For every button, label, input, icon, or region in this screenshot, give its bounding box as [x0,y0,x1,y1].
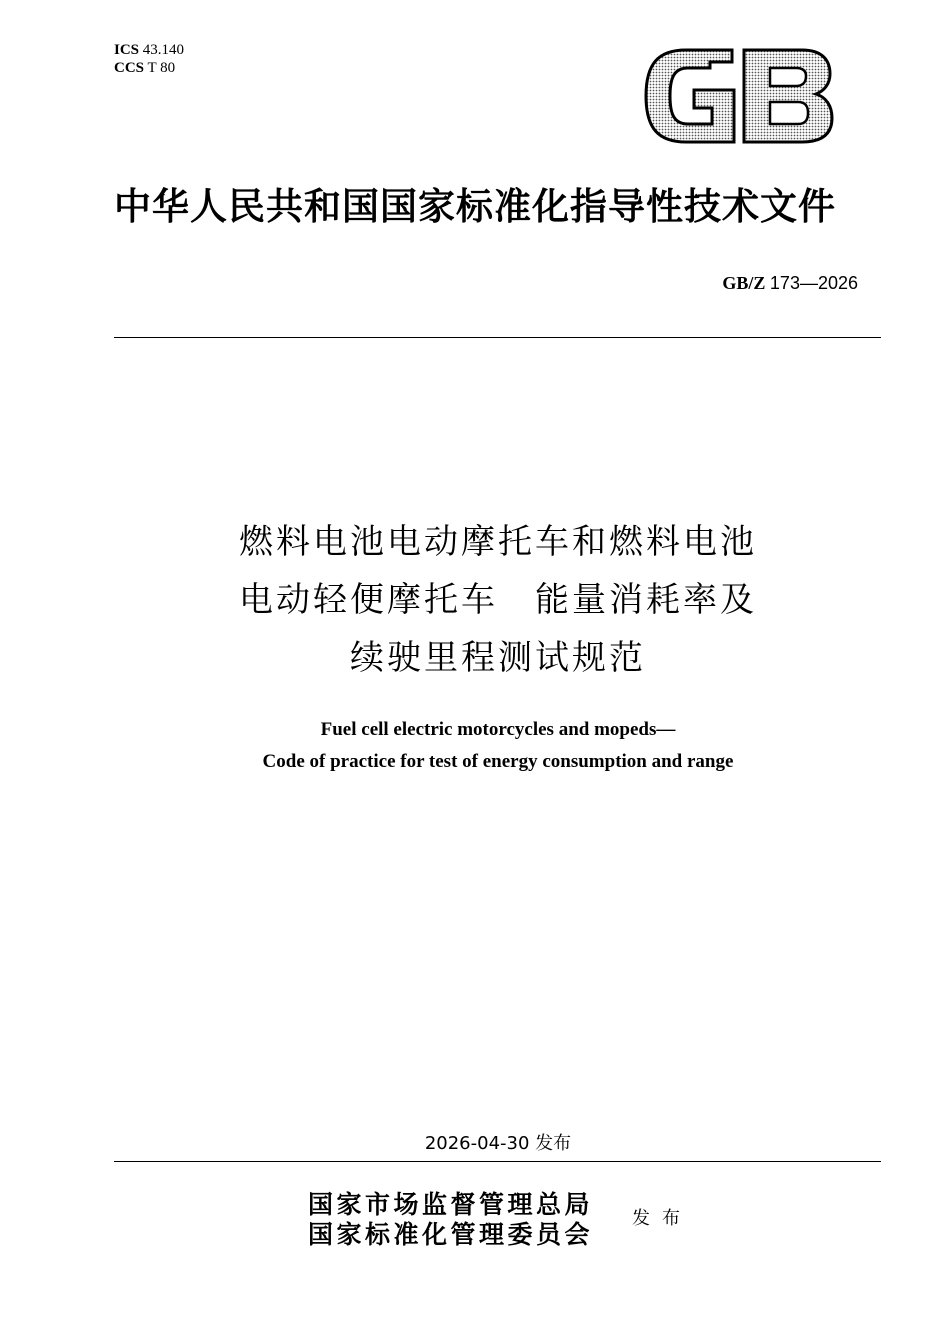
bottom-divider [114,1161,881,1162]
ccs-label: CCS [114,60,145,76]
ccs-value: T 80 [147,60,176,76]
standard-number [722,271,858,295]
chinese-title-line-2: 电动轻便摩托车 能量消耗率及 [239,580,757,620]
top-divider [114,337,881,338]
english-title-line-2: Code of practice for test of energy consumption and range [262,751,734,772]
issued-label: 发布 [632,1208,692,1229]
issuer-samr: 国家市场监督管理总局 [308,1190,594,1219]
english-title-line-1: Fuel cell electric motorcycles and mopeds— [320,719,676,740]
ics-value: 43.140 [142,42,185,58]
publish-date: 2026-04-30 发布 [424,1133,572,1154]
standard-serial: 173—2026 [769,273,858,293]
ccs-classification [114,60,175,77]
chinese-title-line-1: 燃料电池电动摩托车和燃料电池 [239,522,757,562]
ics-classification [114,42,184,59]
ics-label: ICS [114,42,140,58]
issuer-sac: 国家标准化管理委员会 [308,1220,594,1249]
standard-code: GB/Z [722,273,766,293]
gb-logo [640,44,836,148]
chinese-title-line-3: 续驶里程测试规范 [350,638,646,678]
document-type: 中华人民共和国国家标准化指导性技术文件 [114,185,836,228]
